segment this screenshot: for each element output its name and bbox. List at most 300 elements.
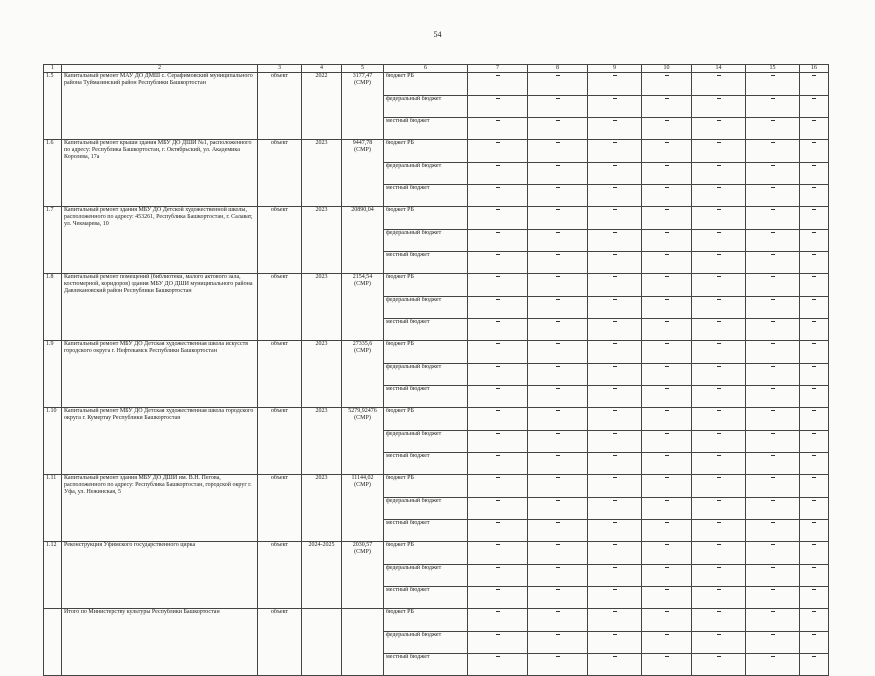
dash-cell (468, 163, 528, 185)
dash-cell (746, 274, 800, 297)
funding-source: местный бюджет (384, 118, 468, 140)
page-number: 54 (433, 30, 442, 39)
dash-cell (746, 73, 800, 96)
dash-mark (613, 276, 617, 277)
dash-mark (496, 589, 500, 590)
dash-cell (588, 453, 642, 475)
dash-cell (692, 453, 746, 475)
dash-mark (812, 276, 816, 277)
dash-cell (800, 207, 829, 230)
dash-mark (771, 165, 775, 166)
dash-cell (588, 542, 642, 565)
row-number: 1.11 (44, 475, 62, 542)
dash-cell (692, 96, 746, 118)
dash-mark (812, 75, 816, 76)
dash-cell (800, 386, 829, 408)
dash-cell (468, 654, 528, 676)
dash-mark (613, 209, 617, 210)
dash-cell (588, 274, 642, 297)
dash-mark (717, 589, 721, 590)
dash-mark (665, 634, 669, 635)
dash-mark (665, 589, 669, 590)
object-name: Капитальный ремонт МБУ ДО Детская художественная школа искусств городского округа г. Нефтекамск Республики Башкортостан (62, 341, 258, 408)
dash-mark (665, 75, 669, 76)
dash-cell (528, 252, 588, 274)
unit-cell: объект (258, 274, 302, 341)
table-row (44, 140, 829, 163)
dash-mark (717, 634, 721, 635)
dash-cell (528, 408, 588, 431)
dash-cell (800, 632, 829, 654)
funding-source: бюджет РБ (384, 475, 468, 498)
dash-mark (613, 656, 617, 657)
dash-mark (665, 120, 669, 121)
funding-source: местный бюджет (384, 520, 468, 542)
dash-cell (642, 140, 692, 163)
dash-cell (528, 163, 588, 185)
dash-cell (528, 654, 588, 676)
dash-mark (717, 120, 721, 121)
dash-cell (528, 386, 588, 408)
dash-cell (746, 565, 800, 587)
dash-cell (692, 587, 746, 609)
dash-mark (496, 522, 500, 523)
row-number: 1.9 (44, 341, 62, 408)
dash-mark (812, 209, 816, 210)
dash-mark (613, 567, 617, 568)
funding-source: бюджет РБ (384, 609, 468, 632)
dash-cell (800, 475, 829, 498)
dash-cell (800, 609, 829, 632)
dash-mark (717, 388, 721, 389)
dash-mark (812, 410, 816, 411)
dash-mark (665, 366, 669, 367)
dash-cell (642, 73, 692, 96)
dash-cell (692, 364, 746, 386)
dash-cell (692, 274, 746, 297)
dash-mark (613, 455, 617, 456)
dash-cell (642, 252, 692, 274)
dash-cell (692, 207, 746, 230)
dash-mark (556, 299, 560, 300)
dash-cell (528, 230, 588, 252)
dash-mark (812, 187, 816, 188)
funding-source: местный бюджет (384, 386, 468, 408)
dash-mark (812, 567, 816, 568)
dash-cell (692, 431, 746, 453)
dash-cell (800, 408, 829, 431)
dash-mark (556, 410, 560, 411)
unit-cell: объект (258, 341, 302, 408)
dash-mark (613, 232, 617, 233)
funding-source: бюджет РБ (384, 140, 468, 163)
dash-cell (528, 632, 588, 654)
dash-mark (613, 299, 617, 300)
dash-mark (496, 433, 500, 434)
unit-cell: объект (258, 609, 302, 676)
funding-source: бюджет РБ (384, 207, 468, 230)
dash-mark (717, 656, 721, 657)
dash-mark (812, 321, 816, 322)
dash-cell (588, 230, 642, 252)
dash-cell (468, 587, 528, 609)
unit-cell: объект (258, 408, 302, 475)
funding-source: федеральный бюджет (384, 431, 468, 453)
dash-cell (692, 319, 746, 341)
row-number: 1.6 (44, 140, 62, 207)
dash-cell (468, 274, 528, 297)
dash-mark (556, 254, 560, 255)
dash-mark (812, 165, 816, 166)
dash-cell (746, 118, 800, 140)
column-header: 7 (468, 65, 528, 73)
amount-cell: 5279,92476 (СМР) (342, 408, 384, 475)
dash-mark (496, 500, 500, 501)
dash-mark (613, 165, 617, 166)
dash-cell (642, 408, 692, 431)
funding-source: местный бюджет (384, 654, 468, 676)
dash-cell (588, 609, 642, 632)
dash-mark (771, 321, 775, 322)
dash-cell (692, 163, 746, 185)
dash-cell (468, 453, 528, 475)
dash-mark (717, 98, 721, 99)
object-name: Капитальный ремонт помещений (библиотеки, малого актового зала, костюмерной, коридоров) здания МБУ ДО ДШИ муниципального района Давлекановский район Республики Башкортостан (62, 274, 258, 341)
dash-cell (692, 475, 746, 498)
dash-cell (746, 252, 800, 274)
dash-mark (496, 276, 500, 277)
dash-cell (692, 520, 746, 542)
dash-cell (588, 431, 642, 453)
dash-cell (468, 408, 528, 431)
dash-mark (717, 165, 721, 166)
dash-mark (613, 120, 617, 121)
dash-mark (812, 589, 816, 590)
column-header: 6 (384, 65, 468, 73)
dash-mark (496, 75, 500, 76)
dash-mark (771, 366, 775, 367)
dash-cell (800, 73, 829, 96)
dash-cell (588, 96, 642, 118)
dash-cell (642, 542, 692, 565)
dash-cell (528, 207, 588, 230)
dash-mark (496, 634, 500, 635)
dash-cell (642, 453, 692, 475)
table-row (44, 542, 829, 565)
dash-cell (746, 341, 800, 364)
year-cell: 2022 (302, 73, 342, 140)
dash-cell (692, 73, 746, 96)
dash-mark (556, 656, 560, 657)
dash-mark (556, 209, 560, 210)
dash-cell (528, 565, 588, 587)
dash-mark (665, 276, 669, 277)
year-cell: 2023 (302, 475, 342, 542)
dash-mark (496, 388, 500, 389)
dash-cell (588, 163, 642, 185)
dash-mark (665, 522, 669, 523)
dash-mark (665, 567, 669, 568)
dash-mark (717, 142, 721, 143)
dash-mark (771, 433, 775, 434)
dash-mark (812, 611, 816, 612)
table-row (44, 341, 829, 364)
amount-cell: 2030,57 (СМР) (342, 542, 384, 609)
funding-source: бюджет РБ (384, 73, 468, 96)
dash-cell (692, 252, 746, 274)
dash-cell (800, 96, 829, 118)
column-header: 4 (302, 65, 342, 73)
dash-cell (528, 118, 588, 140)
dash-mark (812, 634, 816, 635)
object-name: Капитальный ремонт здания МБУ ДО ДШИ им. В.Н. Пегова, расположенного по адресу: Республика Башкортостан, городской округ г. Уфа, ул. Нежинская, 5 (62, 475, 258, 542)
dash-mark (665, 187, 669, 188)
dash-mark (496, 254, 500, 255)
row-number: 1.10 (44, 408, 62, 475)
dash-mark (717, 366, 721, 367)
dash-mark (717, 477, 721, 478)
dash-cell (800, 587, 829, 609)
amount-cell: 27335,6 (СМР) (342, 341, 384, 408)
funding-source: бюджет РБ (384, 341, 468, 364)
dash-mark (613, 410, 617, 411)
dash-cell (746, 140, 800, 163)
dash-cell (746, 386, 800, 408)
dash-cell (468, 565, 528, 587)
dash-mark (771, 567, 775, 568)
dash-mark (665, 98, 669, 99)
dash-cell (692, 341, 746, 364)
budget-table (43, 64, 829, 676)
dash-mark (717, 455, 721, 456)
dash-cell (800, 252, 829, 274)
dash-cell (468, 542, 528, 565)
dash-cell (468, 73, 528, 96)
dash-mark (771, 299, 775, 300)
dash-mark (556, 232, 560, 233)
dash-mark (771, 75, 775, 76)
dash-cell (588, 520, 642, 542)
column-header: 2 (62, 65, 258, 73)
dash-mark (556, 567, 560, 568)
dash-cell (800, 118, 829, 140)
dash-cell (528, 453, 588, 475)
dash-mark (556, 455, 560, 456)
dash-mark (717, 410, 721, 411)
dash-mark (717, 254, 721, 255)
dash-cell (746, 520, 800, 542)
dash-mark (812, 477, 816, 478)
funding-source: местный бюджет (384, 587, 468, 609)
dash-cell (800, 230, 829, 252)
dash-cell (588, 498, 642, 520)
row-number: 1.8 (44, 274, 62, 341)
dash-mark (665, 500, 669, 501)
dash-cell (468, 632, 528, 654)
dash-cell (642, 319, 692, 341)
dash-cell (642, 207, 692, 230)
dash-cell (588, 73, 642, 96)
funding-source: федеральный бюджет (384, 230, 468, 252)
dash-mark (771, 589, 775, 590)
dash-mark (613, 142, 617, 143)
dash-cell (588, 140, 642, 163)
dash-mark (556, 98, 560, 99)
dash-mark (812, 343, 816, 344)
dash-mark (496, 165, 500, 166)
amount-cell: 2154,54 (СМР) (342, 274, 384, 341)
object-name: Реконструкция Уфимского государственного цирка (62, 542, 258, 609)
dash-mark (771, 98, 775, 99)
funding-source: федеральный бюджет (384, 364, 468, 386)
dash-cell (692, 118, 746, 140)
dash-mark (613, 544, 617, 545)
table-row (44, 408, 829, 431)
dash-mark (771, 187, 775, 188)
dash-cell (468, 341, 528, 364)
dash-mark (771, 142, 775, 143)
dash-cell (588, 319, 642, 341)
dash-cell (642, 96, 692, 118)
funding-source: местный бюджет (384, 185, 468, 207)
dash-mark (665, 656, 669, 657)
dash-mark (771, 232, 775, 233)
dash-cell (588, 632, 642, 654)
dash-mark (812, 232, 816, 233)
dash-mark (812, 366, 816, 367)
dash-mark (613, 611, 617, 612)
dash-mark (556, 120, 560, 121)
dash-mark (496, 120, 500, 121)
dash-mark (812, 500, 816, 501)
funding-source: местный бюджет (384, 252, 468, 274)
dash-cell (528, 274, 588, 297)
dash-cell (468, 230, 528, 252)
dash-mark (556, 366, 560, 367)
dash-mark (717, 500, 721, 501)
dash-cell (800, 565, 829, 587)
unit-cell: объект (258, 475, 302, 542)
dash-cell (588, 475, 642, 498)
dash-mark (717, 187, 721, 188)
dash-mark (556, 388, 560, 389)
dash-mark (717, 232, 721, 233)
dash-cell (468, 475, 528, 498)
column-header: 3 (258, 65, 302, 73)
dash-cell (588, 364, 642, 386)
dash-cell (746, 542, 800, 565)
dash-cell (800, 185, 829, 207)
dash-mark (496, 611, 500, 612)
dash-mark (613, 477, 617, 478)
dash-cell (642, 297, 692, 319)
dash-mark (556, 142, 560, 143)
dash-cell (800, 654, 829, 676)
dash-cell (692, 565, 746, 587)
dash-cell (468, 252, 528, 274)
dash-mark (812, 299, 816, 300)
dash-cell (692, 632, 746, 654)
funding-source: бюджет РБ (384, 408, 468, 431)
dash-cell (800, 364, 829, 386)
dash-mark (496, 98, 500, 99)
dash-mark (613, 187, 617, 188)
row-number (44, 609, 62, 676)
dash-cell (468, 431, 528, 453)
dash-mark (771, 522, 775, 523)
dash-cell (642, 475, 692, 498)
funding-source: бюджет РБ (384, 542, 468, 565)
dash-mark (771, 388, 775, 389)
dash-mark (812, 120, 816, 121)
dash-mark (496, 567, 500, 568)
dash-cell (746, 364, 800, 386)
dash-mark (717, 544, 721, 545)
dash-cell (528, 498, 588, 520)
dash-mark (496, 142, 500, 143)
dash-mark (556, 589, 560, 590)
dash-cell (468, 609, 528, 632)
dash-mark (613, 433, 617, 434)
dash-cell (800, 274, 829, 297)
header-row (44, 65, 829, 73)
dash-mark (717, 567, 721, 568)
column-header: 1 (44, 65, 62, 73)
dash-mark (665, 433, 669, 434)
dash-mark (613, 500, 617, 501)
dash-mark (556, 477, 560, 478)
dash-cell (468, 118, 528, 140)
dash-mark (771, 410, 775, 411)
dash-mark (613, 254, 617, 255)
dash-cell (800, 542, 829, 565)
dash-mark (812, 433, 816, 434)
dash-mark (556, 433, 560, 434)
dash-mark (665, 410, 669, 411)
dash-mark (771, 500, 775, 501)
dash-cell (642, 609, 692, 632)
dash-mark (771, 611, 775, 612)
dash-cell (528, 609, 588, 632)
dash-cell (468, 140, 528, 163)
dash-cell (468, 520, 528, 542)
year-cell: 2024-2025 (302, 542, 342, 609)
dash-cell (528, 431, 588, 453)
column-header: 15 (746, 65, 800, 73)
dash-mark (556, 522, 560, 523)
dash-mark (665, 477, 669, 478)
object-name: Капитальный ремонт крыши здания МБУ ДО ДШИ №1, расположенного по адресу: Республика Башкортостан, г. Октябрьский, ул. Академика Королева, 17а (62, 140, 258, 207)
dash-cell (642, 431, 692, 453)
dash-cell (800, 453, 829, 475)
dash-mark (556, 321, 560, 322)
column-header: 9 (588, 65, 642, 73)
dash-cell (588, 587, 642, 609)
dash-mark (771, 455, 775, 456)
dash-cell (528, 96, 588, 118)
year-cell: 2023 (302, 408, 342, 475)
amount-cell: 11144,02 (СМР) (342, 475, 384, 542)
dash-mark (613, 522, 617, 523)
dash-cell (692, 185, 746, 207)
dash-mark (556, 500, 560, 501)
amount-cell: 9447,78 (СМР) (342, 140, 384, 207)
year-cell: 2023 (302, 274, 342, 341)
dash-mark (771, 343, 775, 344)
dash-cell (746, 185, 800, 207)
dash-cell (692, 542, 746, 565)
dash-mark (613, 589, 617, 590)
